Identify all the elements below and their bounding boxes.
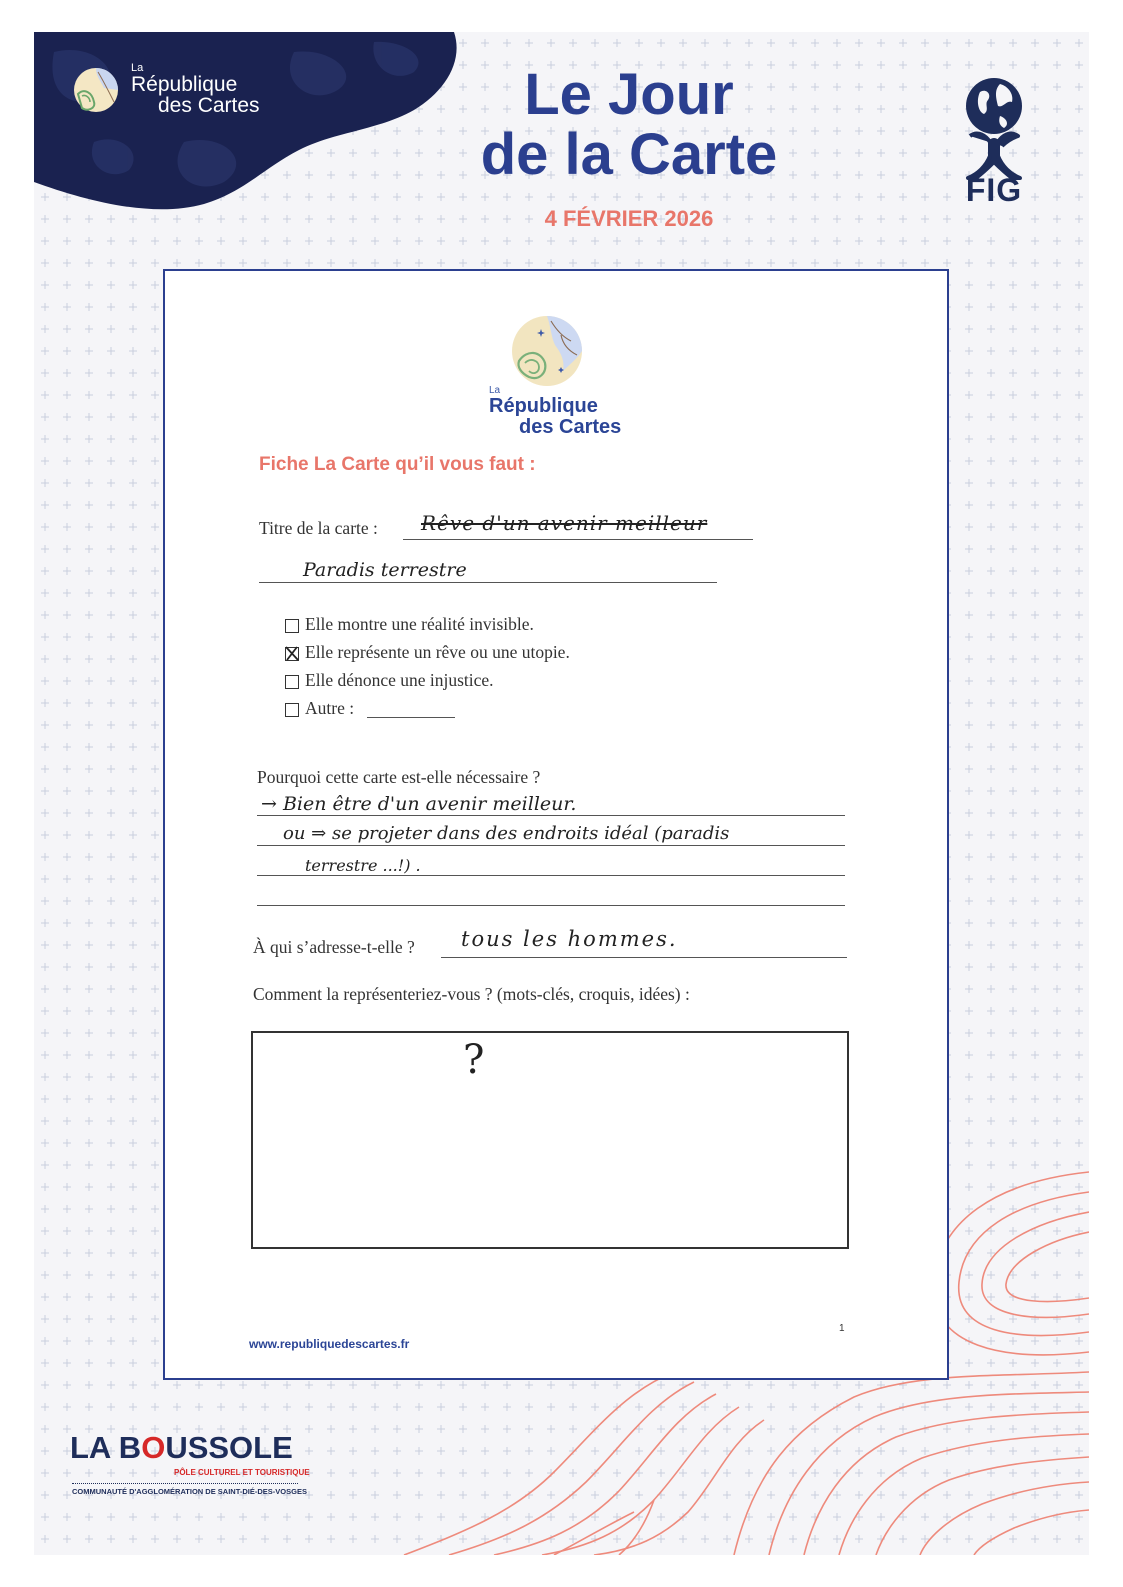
checkbox-realite-invisible[interactable] (285, 619, 299, 633)
boussole-divider (72, 1483, 298, 1484)
boussole-organization: COMMUNAUTÉ D'AGGLOMÉRATION DE SAINT-DIÉ-DES-VOSGES (72, 1487, 307, 1496)
drawing-question-mark: ? (463, 1037, 485, 1083)
autre-answer-line[interactable] (367, 717, 455, 718)
poster (34, 32, 1089, 1555)
checkbox-injustice[interactable] (285, 675, 299, 689)
brand-small-la: La (131, 62, 144, 74)
sheet-brand-line-1: République (489, 395, 598, 417)
republique-des-cartes-logo-icon (74, 68, 118, 112)
republique-des-cartes-globe-icon (511, 315, 583, 387)
why-rule-2 (257, 845, 845, 846)
why-answer-line-3: terrestre ...!) . (305, 856, 421, 875)
boussole-part-2: USSOLE (165, 1430, 293, 1465)
fig-logo-text: FIG (965, 172, 1023, 208)
checkbox-autre[interactable] (285, 703, 299, 717)
sheet-brand-small-la: La (489, 385, 501, 396)
form-heading: Fiche La Carte qu’il vous faut : (259, 454, 536, 475)
who-answer-underline (441, 957, 847, 958)
title-answer-underline (403, 539, 753, 540)
checkbox-reve-utopie[interactable] (285, 647, 299, 661)
brand-line-1: République (131, 73, 238, 96)
boussole-part-1: LA B (70, 1430, 142, 1465)
drawing-area-box[interactable] (251, 1031, 849, 1249)
event-title-line-2: de la Carte (480, 122, 778, 187)
brand-line-2: des Cartes (158, 94, 260, 117)
who-answer: tous les hommes. (461, 927, 678, 951)
page-number: 1 (839, 1323, 845, 1334)
title-answer-line-2: Paradis terrestre (303, 559, 467, 581)
title-answer-struck: Rêve d'un avenir meilleur (421, 511, 708, 535)
header-map-blob (34, 32, 464, 212)
checkbox-label-injustice: Elle dénonce une injustice. (305, 670, 494, 690)
why-rule-1 (257, 815, 845, 816)
event-date: 4 FÉVRIER 2026 (544, 206, 714, 231)
why-field-label: Pourquoi cette carte est-elle nécessaire ? (257, 767, 541, 787)
boussole-compass-o: O (141, 1430, 166, 1465)
title-field-label: Titre de la carte : (259, 518, 378, 538)
event-title-line-1: Le Jour (524, 62, 734, 127)
who-field-label: À qui s’adresse-t-elle ? (253, 937, 415, 957)
why-rule-3 (257, 875, 845, 876)
checkbox-label-autre: Autre : (305, 698, 355, 718)
why-answer-line-1: → Bien être d'un avenir meilleur. (261, 793, 577, 815)
checkbox-label-reve-utopie: Elle représente un rêve ou une utopie. (305, 642, 570, 662)
why-answer-line-2: ou ⇒ se projeter dans des endroits idéal (paradis (283, 823, 730, 844)
how-field-label: Comment la représenteriez-vous ? (mots-clés, croquis, idées) : (253, 984, 690, 1004)
boussole-subtitle: PÔLE CULTUREL ET TOURISTIQUE (174, 1468, 310, 1477)
title-answer-underline-2 (259, 582, 717, 583)
why-rule-4 (257, 905, 845, 906)
check-mark-icon (284, 645, 300, 661)
la-boussole-logo-text (70, 1430, 293, 1466)
form-sheet (163, 269, 949, 1380)
checkbox-label-realite-invisible: Elle montre une réalité invisible. (305, 614, 534, 634)
website-url[interactable]: www.republiquedescartes.fr (249, 1337, 410, 1351)
sheet-brand-line-2: des Cartes (519, 416, 622, 438)
